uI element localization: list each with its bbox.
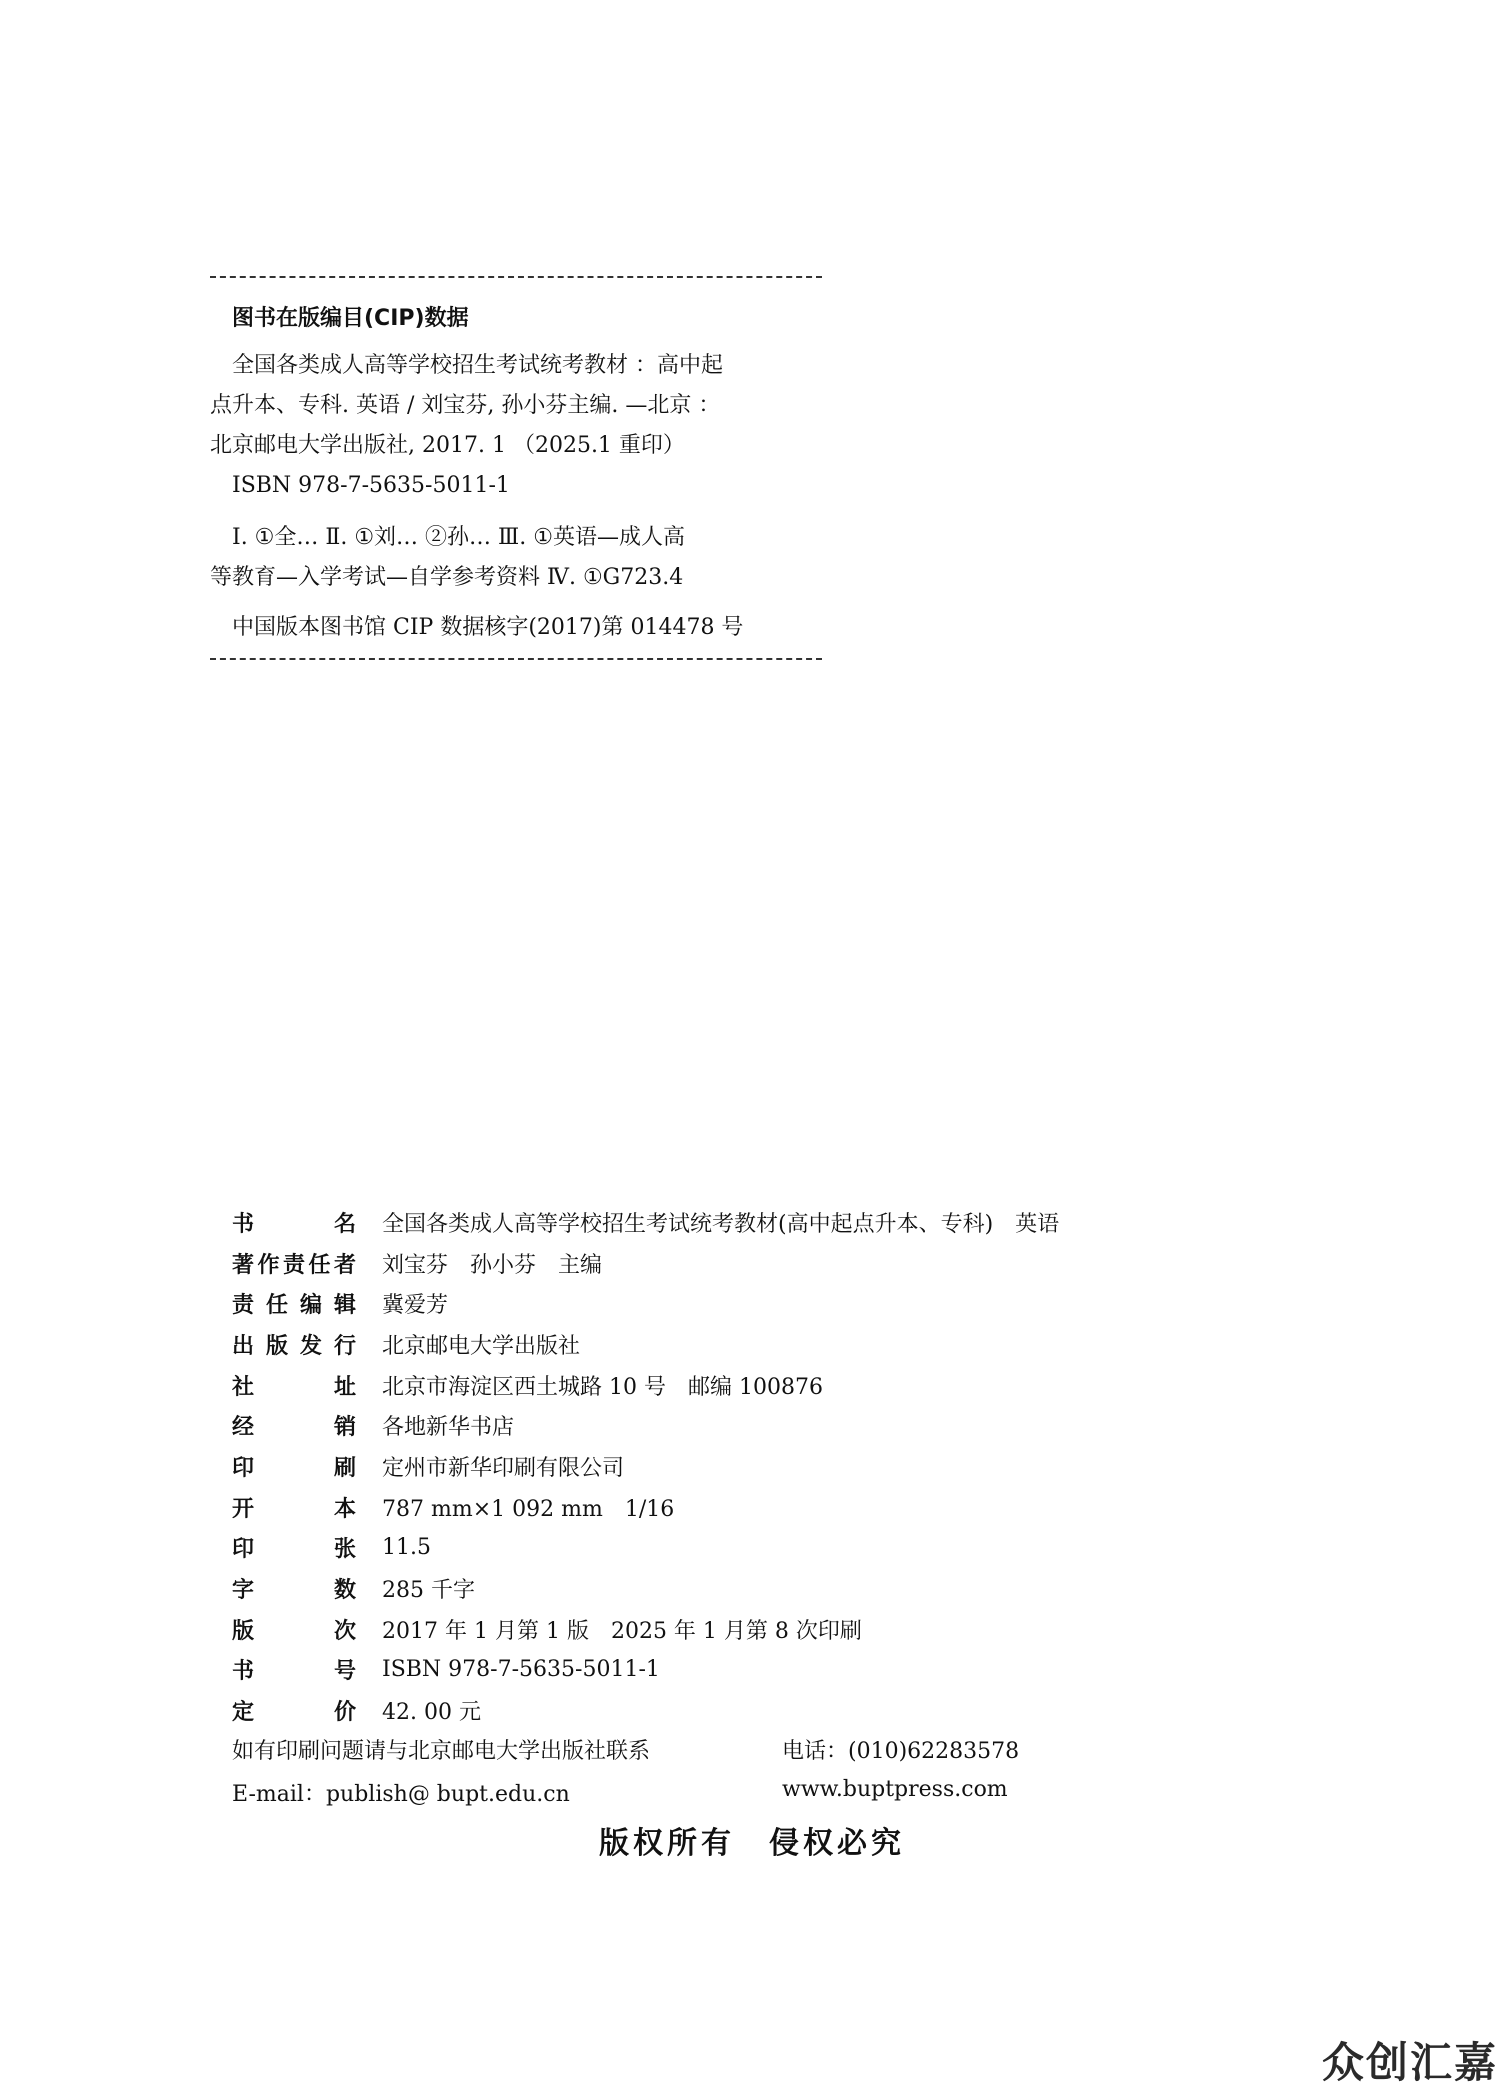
info-row <box>232 1650 1232 1691</box>
info-label-char: 印 <box>232 1455 255 1481</box>
watermark-logo: 众创汇嘉 <box>1321 2038 1498 2087</box>
book-info-table <box>232 1202 1232 1731</box>
info-row <box>232 1365 1232 1406</box>
info-value: 北京邮电大学出版社 <box>382 1333 581 1359</box>
info-value: 各地新华书店 <box>382 1415 515 1441</box>
info-label <box>232 1492 356 1523</box>
info-row <box>232 1405 1232 1446</box>
info-value: 42. 00 元 <box>382 1700 481 1726</box>
info-label-char: 号 <box>333 1659 356 1685</box>
info-label-char: 版 <box>265 1333 288 1359</box>
info-label-char: 出 <box>232 1333 255 1359</box>
info-label <box>232 1248 356 1279</box>
cip-data-block <box>210 276 822 660</box>
cip-isbn: ISBN 978-7-5635-5011-1 <box>232 473 510 498</box>
website-url: www.buptpress.com <box>782 1777 1008 1802</box>
info-label <box>232 1410 356 1441</box>
info-label <box>232 1329 356 1360</box>
info-label-char: 任 <box>308 1252 331 1278</box>
info-label-char: 字 <box>232 1578 255 1604</box>
info-row <box>232 1243 1232 1284</box>
phone-number: 电话：(010)62283578 <box>782 1739 1020 1764</box>
info-label-char: 开 <box>232 1496 255 1522</box>
info-label <box>232 1614 356 1645</box>
bottom-dashed-divider <box>210 658 822 660</box>
info-label-char: 书 <box>232 1659 255 1685</box>
info-label-char: 行 <box>333 1333 356 1359</box>
info-label-char: 名 <box>333 1211 356 1237</box>
cip-title-line-2: 点升本、专科. 英语 / 刘宝芬, 孙小芬主编. —北京 ： <box>210 393 721 418</box>
info-value: 11.5 <box>382 1535 431 1561</box>
email-address: E-mail：publish@ bupt.edu.cn <box>232 1782 570 1807</box>
info-label-char: 任 <box>265 1293 288 1319</box>
info-label <box>232 1288 356 1319</box>
cip-subject-line-2: 等教育—入学考试—自学参考资料 Ⅳ. ①G723.4 <box>210 565 684 590</box>
info-label-char: 发 <box>299 1333 322 1359</box>
info-label-char: 销 <box>333 1415 356 1441</box>
info-label-char: 作 <box>257 1252 280 1278</box>
info-value: 冀爱芳 <box>382 1293 449 1319</box>
info-value: 全国各类成人高等学校招生考试统考教材(高中起点升本、专科) 英语 <box>382 1211 1060 1237</box>
info-label-char: 版 <box>232 1618 255 1644</box>
info-label-char: 印 <box>232 1537 255 1563</box>
info-label-char: 本 <box>333 1496 356 1522</box>
cip-number: 中国版本图书馆 CIP 数据核字(2017)第 014478 号 <box>232 615 744 640</box>
info-label-char: 责 <box>282 1252 305 1278</box>
info-label-char: 责 <box>232 1293 255 1319</box>
cip-subject-line-1: Ⅰ. ①全… Ⅱ. ①刘… ②孙… Ⅲ. ①英语—成人高 <box>232 525 685 550</box>
info-row <box>232 1528 1232 1569</box>
info-value: 刘宝芬 孙小芬 主编 <box>382 1252 603 1278</box>
info-label-char: 者 <box>333 1252 356 1278</box>
info-label-char: 次 <box>333 1618 356 1644</box>
info-value: 285 千字 <box>382 1578 475 1604</box>
cip-heading: 图书在版编目(CIP)数据 <box>232 306 469 331</box>
info-row <box>232 1487 1232 1528</box>
info-row <box>232 1283 1232 1324</box>
info-label-char: 址 <box>333 1374 356 1400</box>
info-value: ISBN 978-7-5635-5011-1 <box>382 1657 660 1683</box>
top-dashed-divider <box>210 276 822 278</box>
info-label-char: 刷 <box>333 1455 356 1481</box>
info-value: 北京市海淀区西土城路 10 号 邮编 100876 <box>382 1374 823 1400</box>
info-label-char: 数 <box>333 1578 356 1604</box>
print-issue-note: 如有印刷问题请与北京邮电大学出版社联系 <box>232 1739 651 1764</box>
info-value: 定州市新华印刷有限公司 <box>382 1455 625 1481</box>
info-row <box>232 1568 1232 1609</box>
info-label-char: 经 <box>232 1415 255 1441</box>
info-label <box>232 1573 356 1604</box>
info-row <box>232 1690 1232 1731</box>
info-label <box>232 1532 356 1563</box>
info-row <box>232 1446 1232 1487</box>
info-label-char: 定 <box>232 1700 255 1726</box>
info-label-char: 辑 <box>333 1293 356 1319</box>
info-row <box>232 1202 1232 1243</box>
contact-row-email <box>232 1777 1008 1808</box>
info-label-char: 张 <box>333 1537 356 1563</box>
contact-row-print <box>232 1734 1020 1765</box>
cip-title-line-3: 北京邮电大学出版社, 2017. 1 （2025.1 重印） <box>210 433 685 458</box>
info-row <box>232 1609 1232 1650</box>
info-label-char: 社 <box>232 1374 255 1400</box>
info-label <box>232 1370 356 1401</box>
info-label <box>232 1207 356 1238</box>
info-label-char: 书 <box>232 1211 255 1237</box>
info-label <box>232 1695 356 1726</box>
info-label <box>232 1654 356 1685</box>
cip-title-line-1: 全国各类成人高等学校招生考试统考教材 ：高中起 <box>232 353 723 378</box>
copyright-notice: 版权所有 侵权必究 <box>599 1826 905 1861</box>
info-value: 787 mm×1 092 mm 1/16 <box>382 1496 675 1522</box>
info-label-char: 价 <box>333 1700 356 1726</box>
info-value: 2017 年 1 月第 1 版 2025 年 1 月第 8 次印刷 <box>382 1618 862 1644</box>
info-label-char: 编 <box>299 1293 322 1319</box>
info-label <box>232 1451 356 1482</box>
info-label-char: 著 <box>232 1252 255 1278</box>
info-row <box>232 1324 1232 1365</box>
